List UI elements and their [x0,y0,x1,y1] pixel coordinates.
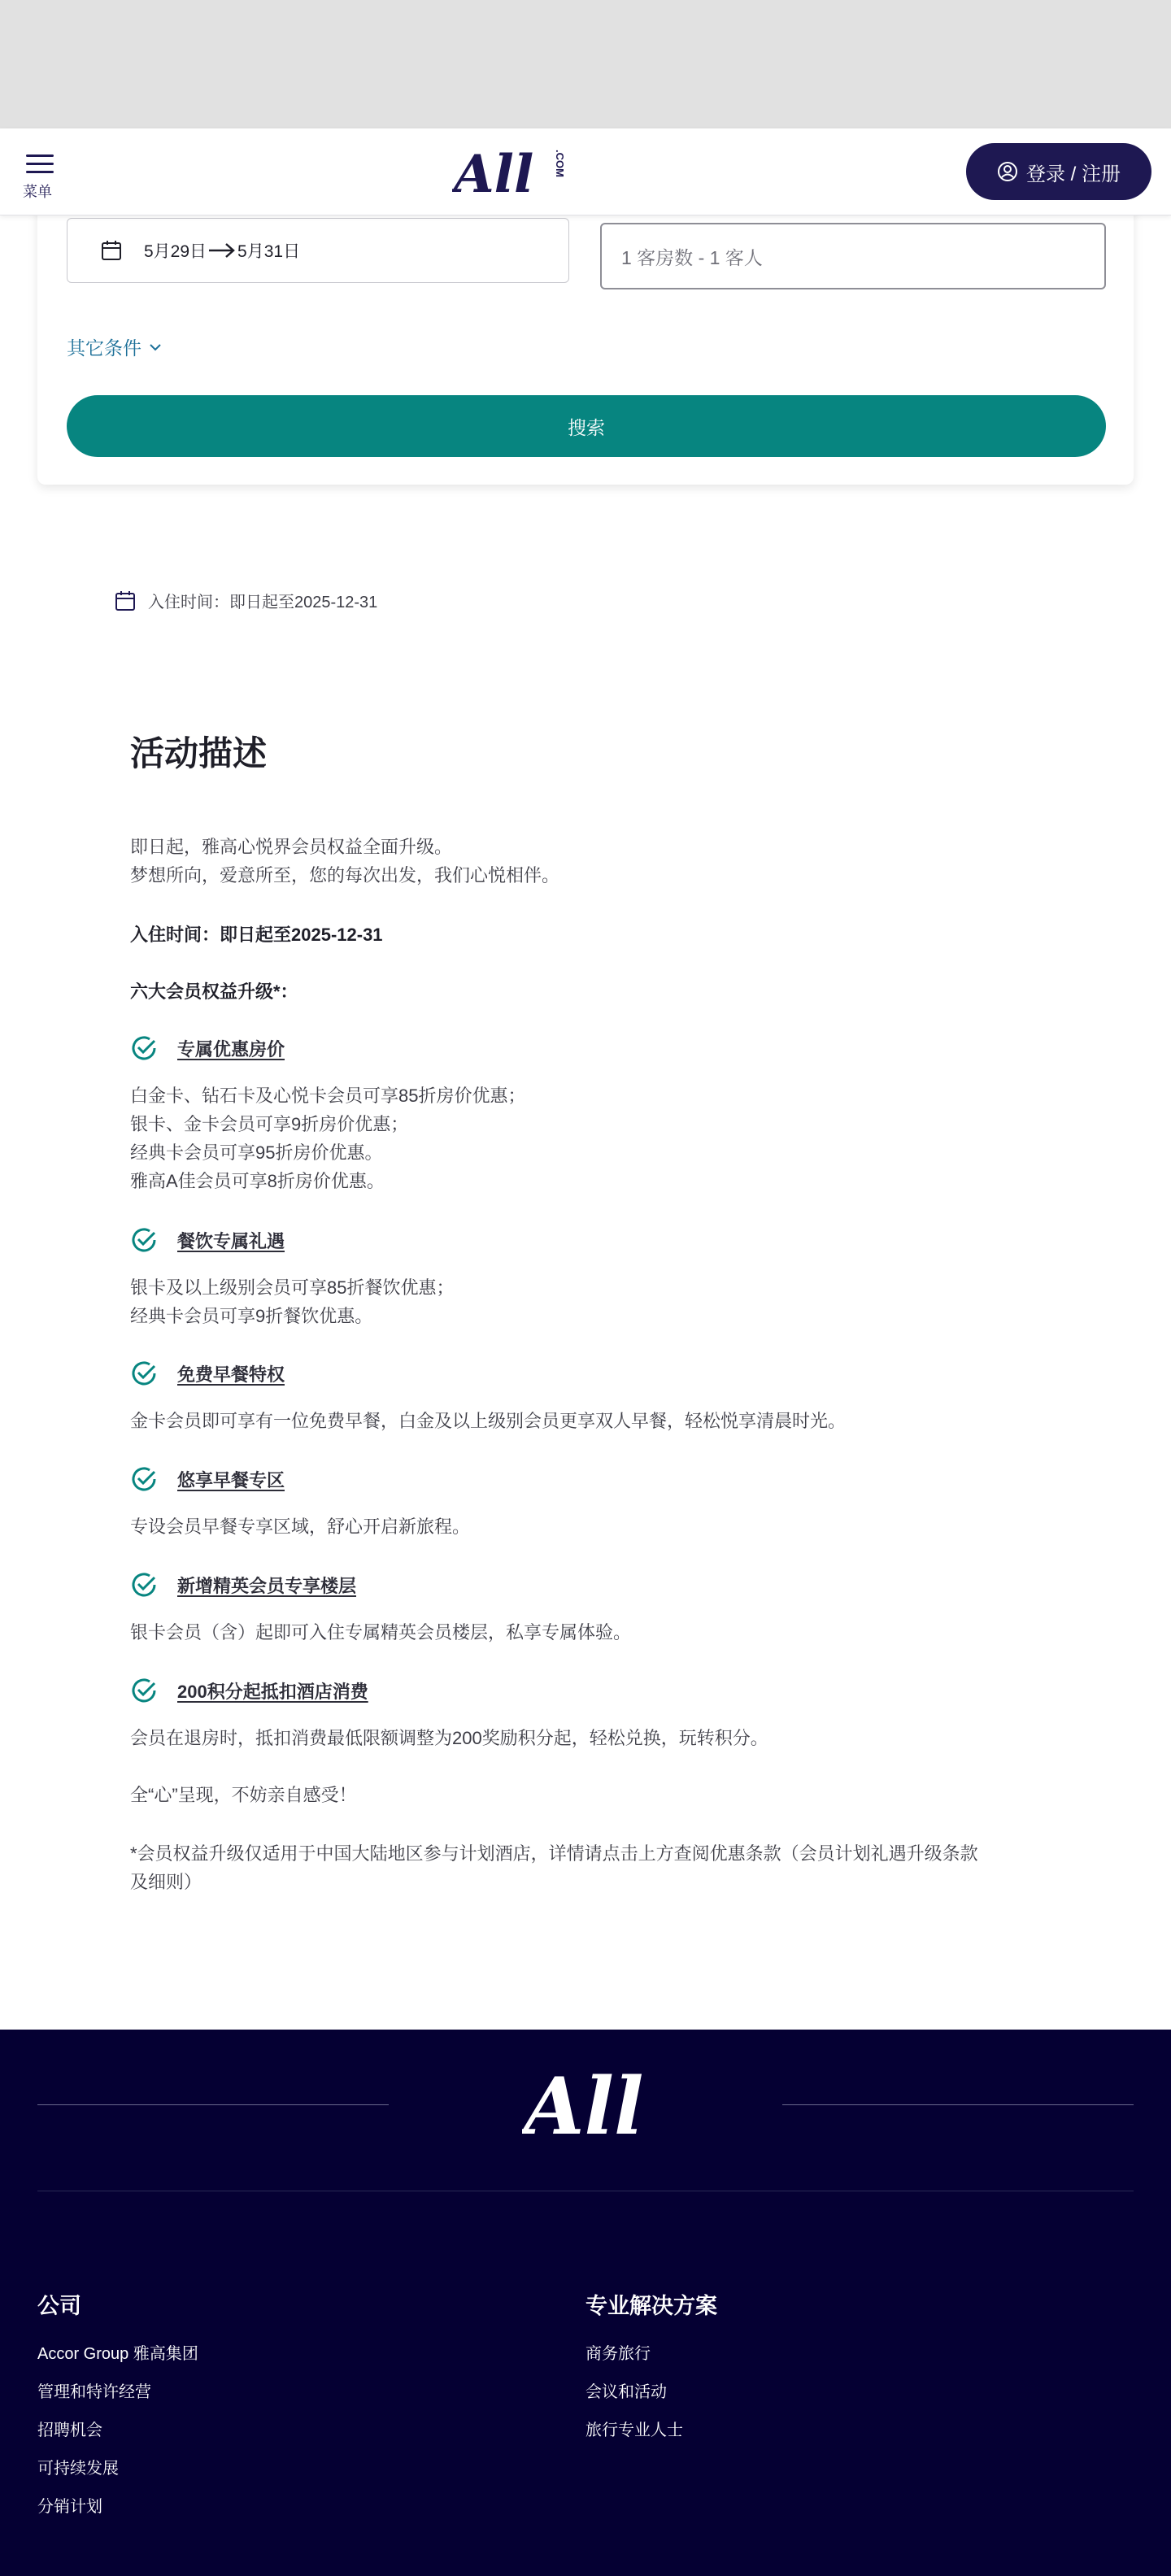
checkin-banner-text: 入住时间：即日起至2025-12-31 [148,594,378,611]
chevron-down-icon [148,342,163,352]
login-register-button[interactable] [966,143,1151,200]
checkin-period: 入住时间：即日起至2025-12-31 [130,925,383,945]
benefit-line: 专设会员早餐专享区域，舒心开启新旅程。 [130,1516,471,1537]
calendar-icon [114,590,137,612]
site-footer [0,2030,1171,2576]
hamburger-icon [26,154,54,157]
search-button[interactable] [67,395,1106,457]
footnote-line: 及细则） [130,1872,202,1892]
benefit-title [130,1034,285,1062]
benefit-link[interactable]: 餐饮专属礼遇 [177,1230,285,1251]
logo-sub: .COM [554,150,566,177]
date-to: 5月31日 [237,242,301,261]
arrow-right-icon [208,242,236,259]
login-label: 登录 / 注册 [1025,163,1121,185]
footer-link[interactable]: 会议和活动 [586,2383,667,2401]
benefit-link[interactable]: 新增精英会员专享楼层 [177,1575,357,1596]
footer-link[interactable]: 旅行专业人士 [586,2422,683,2439]
check-circle-icon [130,1571,158,1599]
all-logo[interactable] [452,143,566,200]
date-from: 5月29日 [144,242,207,261]
rooms-guests-value: 1 客房数 - 1 客人 [621,246,763,268]
benefit-title [130,1360,285,1387]
benefit-line: 雅高A佳会员可享8折房价优惠。 [130,1171,385,1191]
footer-link[interactable]: 商务旅行 [586,2345,651,2363]
check-circle-icon [130,1465,158,1493]
benefit-title [130,1226,285,1254]
benefits-heading: 六大会员权益升级*： [130,981,298,1002]
rooms-guests-field[interactable] [600,223,1106,289]
benefit-line: 会员在退房时，抵扣消费最低限额调整为200奖励积分起，轻松兑换，玩转积分。 [130,1728,768,1748]
closing-text: 全“心”呈现，不妨亲自感受！ [130,1785,357,1805]
browser-chrome [0,0,1171,128]
benefit-line: 银卡及以上级别会员可享85折餐饮优惠； [130,1277,455,1298]
description-title: 活动描述 [130,734,268,772]
check-circle-icon [130,1226,158,1254]
check-circle-icon [130,1360,158,1387]
benefit-title [130,1571,356,1599]
benefit-line: 银卡会员（含）起即可入住专属精英会员楼层，私享专属体验。 [130,1622,632,1643]
benefit-title [130,1465,285,1493]
benefit-link[interactable]: 悠享早餐专区 [177,1469,285,1490]
benefit-line: 白金卡、钻石卡及心悦卡会员可享85折房价优惠； [130,1086,526,1106]
hamburger-icon-bar [26,163,54,165]
calendar-icon [100,239,123,262]
check-circle-icon [130,1677,158,1704]
footer-divider [782,2104,1134,2105]
more-filters-label: 其它条件 [67,337,141,359]
footer-link[interactable]: 分销计划 [37,2498,102,2516]
hamburger-icon-bar [26,171,54,173]
intro-line: 梦想所向，爱意所至，您的每次出发，我们心悦相伴。 [130,865,560,886]
benefit-line: 经典卡会员可享95折房价优惠。 [130,1142,383,1163]
benefit-line: 金卡会员即可享有一位免费早餐，白金及以上级别会员更享双人早餐，轻松悦享清晨时光。 [130,1411,847,1431]
checkin-banner [114,589,377,612]
all-logo-footer[interactable] [522,2062,649,2143]
footer-divider [37,2104,389,2105]
benefit-link[interactable]: 专属优惠房价 [177,1038,285,1060]
site-header [0,128,1171,215]
intro-line: 即日起，雅高心悦界会员权益全面升级。 [130,837,453,857]
menu-button[interactable] [23,153,60,200]
benefit-link[interactable]: 免费早餐特权 [177,1364,285,1385]
check-circle-icon [130,1034,158,1062]
benefit-link[interactable]: 200积分起抵扣酒店消费 [177,1681,368,1702]
pro-solutions-heading: 专业解决方案 [586,2294,717,2318]
more-filters-toggle[interactable] [67,333,163,360]
footer-link[interactable]: 招聘机会 [37,2422,102,2439]
footer-link[interactable]: 可持续发展 [37,2460,119,2478]
search-label: 搜索 [568,416,605,438]
benefit-title [130,1677,368,1704]
user-icon [997,161,1018,182]
menu-label: 菜单 [23,184,52,200]
benefit-line: 经典卡会员可享9折餐饮优惠。 [130,1306,373,1326]
company-heading: 公司 [37,2294,81,2318]
footer-link[interactable]: 管理和特许经营 [37,2383,151,2401]
footer-link[interactable]: Accor Group 雅高集团 [37,2345,198,2363]
footnote-line: *会员权益升级仅适用于中国大陆地区参与计划酒店，详情请点击上方查阅优惠条款（会员计划礼遇升级条款 [130,1843,978,1864]
date-range-field[interactable] [67,218,569,283]
footer-logo-text: All [524,2062,644,2143]
logo-text: All [454,144,534,200]
benefit-line: 银卡、金卡会员可享9折房价优惠； [130,1114,409,1134]
